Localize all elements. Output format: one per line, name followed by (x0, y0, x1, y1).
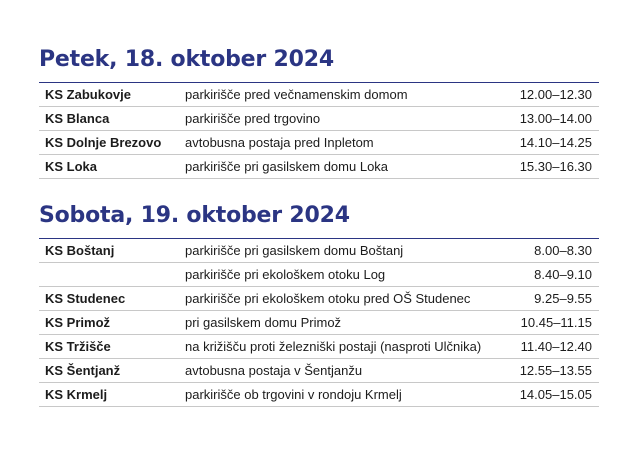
table-row (39, 287, 599, 311)
table-row (39, 239, 599, 263)
section-title-friday: Petek, 18. oktober 2024 (39, 47, 334, 72)
community-cell: KS Blanca (45, 111, 110, 126)
community-cell: KS Studenec (45, 291, 126, 306)
community-cell: KS Loka (45, 159, 98, 174)
time-cell: 13.00–14.00 (519, 111, 592, 126)
time-cell: 12.00–12.30 (519, 87, 592, 102)
location-cell: parkirišče pri gasilskem domu Boštanj (185, 243, 404, 258)
location-cell: parkirišče pred večnamenskim domom (185, 87, 408, 102)
time-cell: 15.30–16.30 (519, 159, 592, 174)
location-cell: pri gasilskem domu Primož (185, 315, 342, 330)
table-row (39, 131, 599, 155)
table-row (39, 311, 599, 335)
section-title-saturday: Sobota, 19. oktober 2024 (39, 203, 350, 228)
schedule-section-saturday (39, 201, 599, 407)
community-cell: KS Tržišče (45, 339, 111, 354)
community-cell: KS Dolnje Brezovo (45, 135, 162, 150)
table-row (39, 383, 599, 407)
time-cell: 12.55–13.55 (519, 363, 592, 378)
time-cell: 14.05–15.05 (519, 387, 592, 402)
table-row (39, 155, 599, 179)
table-row (39, 263, 599, 287)
schedule-table-saturday (39, 238, 599, 407)
location-cell: na križišču proti železniški postaji (nasproti Ulčnika) (185, 339, 482, 354)
location-cell: parkirišče pri ekološkem otoku Log (185, 267, 386, 282)
location-cell: parkirišče pri ekološkem otoku pred OŠ Studenec (185, 291, 471, 306)
time-cell: 8.40–9.10 (534, 267, 592, 282)
community-cell: KS Šentjanž (45, 363, 121, 378)
time-cell: 10.45–11.15 (520, 315, 592, 330)
community-cell: KS Zabukovje (45, 87, 131, 102)
table-row (39, 83, 599, 107)
location-cell: avtobusna postaja v Šentjanžu (185, 363, 363, 378)
table-row (39, 107, 599, 131)
location-cell: parkirišče pred trgovino (185, 111, 321, 126)
time-cell: 11.40–12.40 (520, 339, 592, 354)
community-cell: KS Primož (45, 315, 111, 330)
table-row (39, 335, 599, 359)
time-cell: 8.00–8.30 (534, 243, 592, 258)
schedule-section-friday (39, 45, 599, 179)
location-cell: parkirišče ob trgovini v rondoju Krmelj (185, 387, 402, 402)
table-row (39, 359, 599, 383)
schedule-table-friday (39, 82, 599, 179)
location-cell: avtobusna postaja pred Inpletom (185, 135, 374, 150)
time-cell: 14.10–14.25 (519, 135, 592, 150)
location-cell: parkirišče pri gasilskem domu Loka (185, 159, 389, 174)
community-cell: KS Boštanj (45, 243, 115, 258)
time-cell: 9.25–9.55 (534, 291, 592, 306)
community-cell: KS Krmelj (45, 387, 108, 402)
